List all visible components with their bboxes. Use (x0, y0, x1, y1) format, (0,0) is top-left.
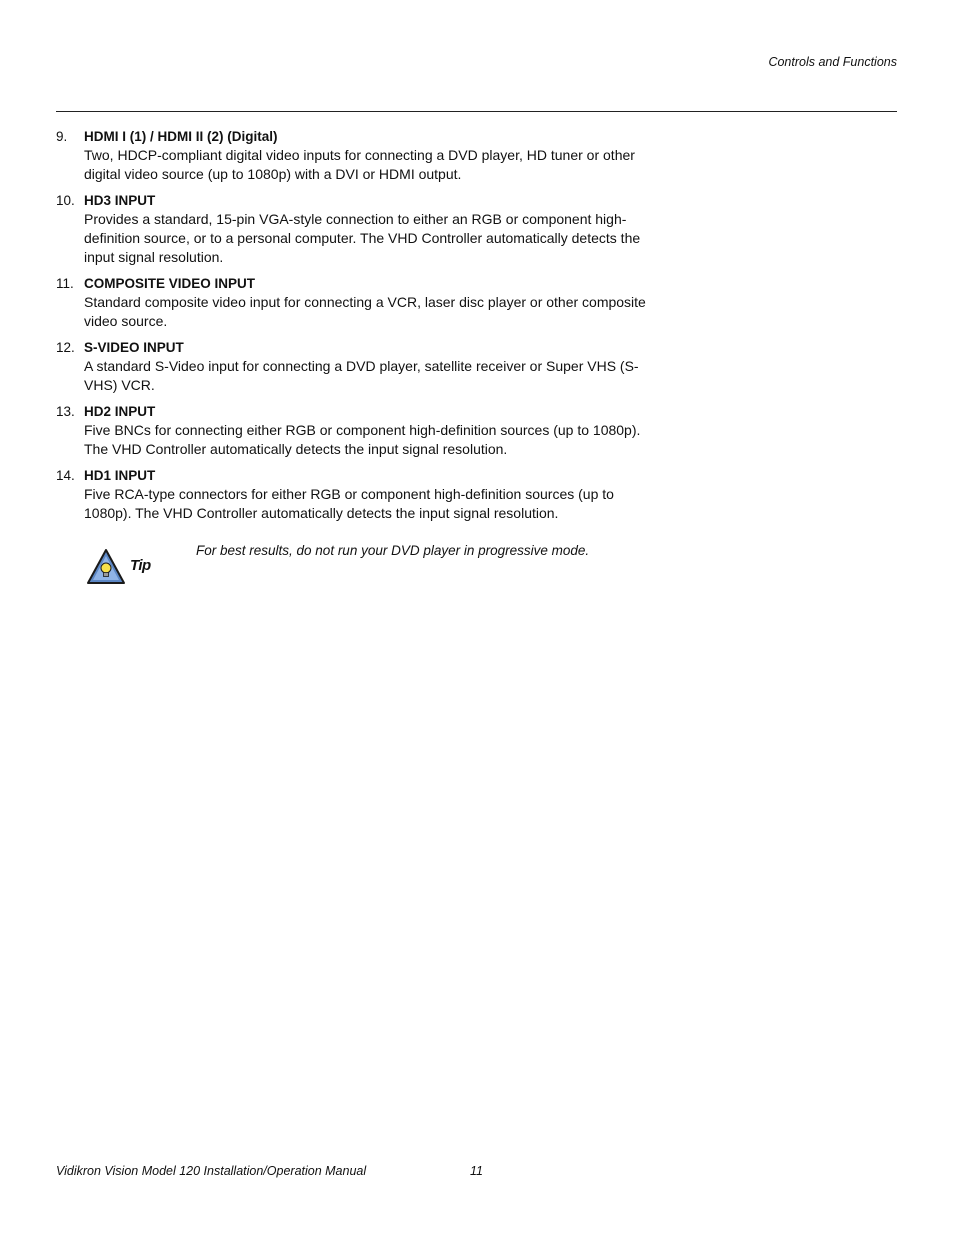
running-head: Controls and Functions (768, 55, 897, 69)
list-item (56, 127, 656, 184)
page-number: 11 (470, 1164, 483, 1178)
item-title: HDMI I (1) / HDMI II (2) (Digital) (84, 129, 278, 144)
list-item (56, 191, 656, 267)
item-description: Standard composite video input for connecting a VCR, laser disc player or other composite video source. (84, 294, 646, 329)
list-item (56, 338, 656, 395)
item-description: Provides a standard, 15-pin VGA-style connection to either an RGB or component high-definition source, or to a personal computer. The VHD Controller automatically detects the input signal resolution. (84, 211, 641, 265)
tip-label: Tip (130, 557, 151, 574)
lightbulb-warning-icon (86, 548, 126, 591)
item-title: HD1 INPUT (84, 468, 156, 483)
tip-callout (86, 540, 646, 590)
item-title: HD3 INPUT (84, 193, 156, 208)
list-item (56, 466, 656, 523)
item-number: 12. (56, 340, 75, 355)
list-item (56, 402, 656, 459)
item-title: COMPOSITE VIDEO INPUT (84, 276, 256, 291)
item-number: 11. (56, 276, 74, 291)
item-list (56, 127, 656, 530)
list-item (56, 274, 656, 331)
item-number: 9. (56, 129, 68, 144)
item-title: HD2 INPUT (84, 404, 156, 419)
item-number: 10. (56, 193, 75, 208)
item-description: Five BNCs for connecting either RGB or component high-definition sources (up to 1080p). The VHD Controller automatically detects the input signal resolution. (84, 422, 641, 457)
item-title: S-VIDEO INPUT (84, 340, 184, 355)
header-rule (56, 111, 897, 112)
item-description: Five RCA-type connectors for either RGB or component high-definition sources (up to 1080p). The VHD Controller automatically detects the input signal resolution. (84, 486, 614, 521)
item-number: 14. (56, 468, 75, 483)
item-description: A standard S-Video input for connecting a DVD player, satellite receiver or Super VHS (S-VHS) VCR. (84, 358, 639, 393)
tip-text: For best results, do not run your DVD player in progressive mode. (196, 543, 590, 558)
item-number: 13. (56, 404, 75, 419)
item-description: Two, HDCP-compliant digital video inputs for connecting a DVD player, HD tuner or other digital video source (up to 1080p) with a DVI or HDMI output. (84, 147, 635, 182)
footer-manual-title: Vidikron Vision Model 120 Installation/Operation Manual (56, 1164, 367, 1178)
